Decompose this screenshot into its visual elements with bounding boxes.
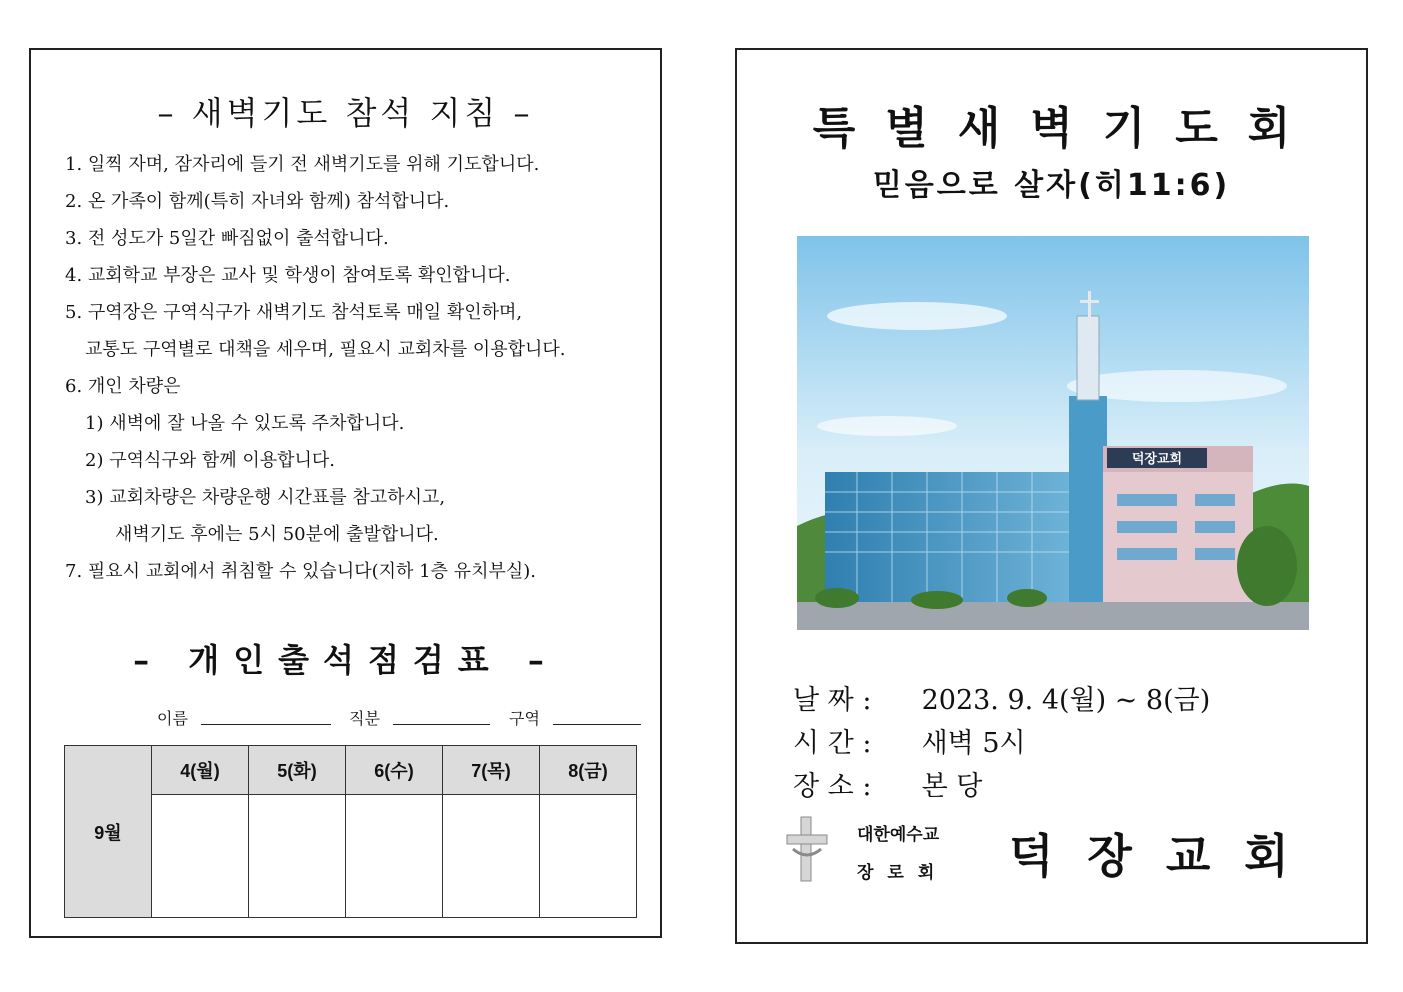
attendance-check-title: – 개인출석점검표 – — [133, 641, 558, 679]
district-blank[interactable] — [553, 724, 641, 725]
list-item: 새벽기도 후에는 5시 50분에 출발합니다. — [115, 524, 439, 545]
date-value: 2023. 9. 4(월) ~ 8(금) — [921, 685, 1211, 716]
time-row — [793, 721, 1026, 760]
list-item: 5. 구역장은 구역식구가 새벽기도 참석토록 매일 확인하며, — [65, 302, 523, 323]
cross-logo-icon — [783, 815, 831, 885]
church-photo — [797, 236, 1309, 630]
place-row — [793, 764, 982, 803]
day-header: 8(금) — [540, 746, 637, 795]
list-item: 6. 개인 차량은 — [65, 376, 181, 397]
event-title: 특별새벽기도회 — [812, 103, 1321, 154]
guide-title: – 새벽기도 참석 지침 – — [157, 94, 534, 132]
day-header: 5(화) — [249, 746, 346, 795]
time-value: 새벽 5시 — [921, 728, 1026, 759]
name-blank[interactable] — [201, 724, 331, 725]
position-label: 직분 — [349, 711, 380, 728]
name-label: 이름 — [157, 711, 188, 728]
list-item: 2. 온 가족이 함께(특히 자녀와 함께) 참석합니다. — [65, 191, 450, 212]
list-item: 1) 새벽에 잘 나올 수 있도록 주차합니다. — [85, 413, 405, 434]
day-header: 6(수) — [346, 746, 443, 795]
attendance-cell[interactable] — [152, 795, 249, 918]
time-label: 시 간 : — [793, 728, 872, 759]
date-label: 날 짜 : — [793, 685, 872, 716]
attendance-table — [64, 745, 637, 918]
list-item: 교통도 구역별로 대책을 세우며, 필요시 교회차를 이용합니다. — [85, 339, 566, 360]
month-cell: 9월 — [65, 746, 152, 918]
guide-list — [65, 146, 565, 590]
denomination-line2: 장로회 — [857, 863, 949, 883]
district-label: 구역 — [509, 711, 540, 728]
attendance-cell[interactable] — [346, 795, 443, 918]
church-name: 덕장교회 — [1009, 829, 1323, 883]
attendance-cell[interactable] — [540, 795, 637, 918]
attendance-cell[interactable] — [443, 795, 540, 918]
cover-panel — [735, 48, 1368, 944]
building-sign: 덕장교회 — [1131, 452, 1183, 467]
list-item: 4. 교회학교 부장은 교사 및 학생이 참여토록 확인합니다. — [65, 265, 511, 286]
list-item: 2) 구역식구와 함께 이용합니다. — [85, 450, 336, 471]
position-blank[interactable] — [393, 724, 490, 725]
day-header: 4(월) — [152, 746, 249, 795]
day-header: 7(목) — [443, 746, 540, 795]
list-item: 3. 전 성도가 5일간 빠짐없이 출석합니다. — [65, 228, 389, 249]
attendance-cell[interactable] — [249, 795, 346, 918]
list-item: 3) 교회차량은 차량운행 시간표를 참고하시고, — [85, 487, 446, 508]
list-item: 7. 필요시 교회에서 취침할 수 있습니다(지하 1층 유치부실). — [65, 561, 536, 582]
church-building-illustration — [797, 236, 1309, 630]
place-value: 본 당 — [921, 771, 983, 802]
denomination-line1: 대한예수교 — [857, 825, 940, 845]
guidelines-panel — [29, 48, 662, 938]
list-item: 1. 일찍 자며, 잠자리에 들기 전 새벽기도를 위해 기도합니다. — [65, 154, 540, 175]
place-label: 장 소 : — [793, 771, 872, 802]
date-row — [793, 678, 1210, 717]
event-subtitle: 믿음으로 살자(히11:6) — [872, 168, 1231, 203]
